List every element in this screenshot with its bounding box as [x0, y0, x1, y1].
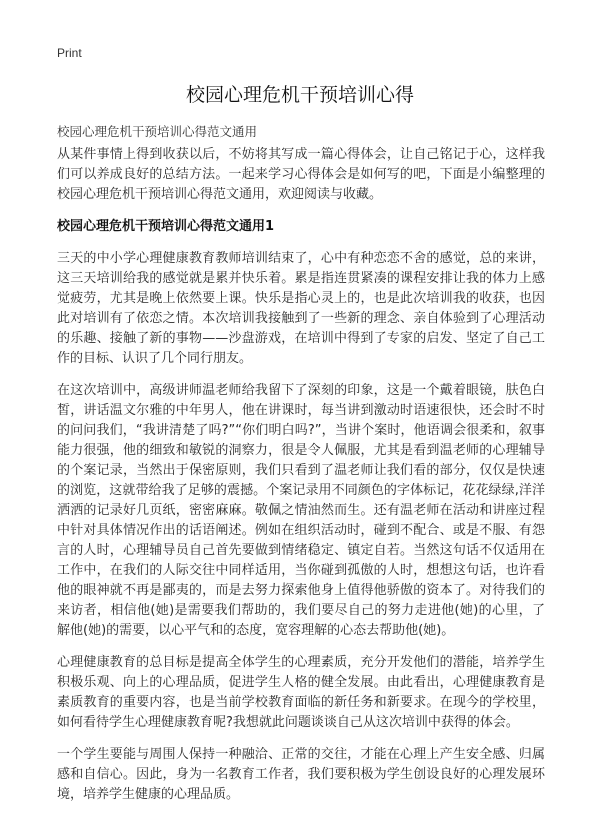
document-body	[57, 145, 545, 817]
section-heading: 校园心理危机干预培训心得范文通用1	[57, 219, 275, 234]
intro-paragraph: 从某件事情上得到收获以后，不妨将其写成一篇心得体会，让自己铭记于心，这样我们可以养成良好的总结方法。一起来学习心得体会是如何写的吧，下面是小编整理的校园心理危机干预培训心得范文通用，欢迎阅读与收藏。	[57, 147, 545, 202]
document-subtitle: 校园心理危机干预培训心得范文通用	[57, 124, 258, 139]
body-paragraph-2: 在这次培训中，高级讲师温老师给我留下了深刻的印象，这是一个戴着眼镜，肤色白皙，讲话温文尔雅的中年男人，他在讲课时，每当讲到激动时语速很快，还会时不时的问问我们，“我讲清楚了吗?”“你们明白吗?”，当讲个案时，他语调会很柔和，叙事能力很强，他的细致和敏锐的洞察力，很是令人佩服，尤其是看到温老师的心理辅导的个案记录，当然出于保密原则，我们只看到了温老师让我们看的部分，仅仅是快速的浏览，这就带给我了足够的震撼。个案记录用不同颜色的字体标记，花花绿绿,洋洋洒洒的记录好几页纸，密密麻麻。敬佩之情油然而生。还有温老师在活动和讲座过程中针对具体情况作出的话语阐述。例如在组织活动时，碰到不配合、或是不服、有怨言的人时，心理辅导员自己首先要做到情绪稳定、镇定自若。当然这句话不仅适用在工作中，在我们的人际交往中同样适用，当你碰到孤傲的人时，想想这句话，也许看他的眼神就不再是鄙夷的，而是去努力探索他身上值得他骄傲的资本了。对待我们的来访者，相信他(她)是需要我们帮助的，我们要尽自己的努力走进他(她)的心里，了解他(她)的需要，以心平气和的态度，宽容理解的心态去帮助他(她)。	[57, 383, 545, 638]
print-link[interactable]: Print	[57, 46, 82, 60]
page-title: 校园心理危机干预培训心得	[185, 84, 414, 106]
body-paragraph-4: 一个学生要能与周围人保持一种融洽、正常的交往，才能在心理上产生安全感、归属感和自信心。因此，身为一名教育工作者，我们要积极为学生创设良好的心理发展环境，培养学生健康的心理品质。	[57, 747, 545, 802]
body-paragraph-3: 心理健康教育的总目标是提高全体学生的心理素质，充分开发他们的潜能，培养学生积极乐观、向上的心理品质，促进学生人格的健全发展。由此看出，心理健康教育是素质教育的重要内容，也是当前学校教育面临的新任务和新要求。在现今的学校里，如何看待学生心理健康教育呢?我想就此问题谈谈自己从这次培训中获得的体会。	[57, 655, 545, 730]
body-paragraph-1: 三天的中小学心理健康教育教师培训结束了，心中有种恋恋不舍的感觉，总的来讲，这三天培训给我的感觉就是累并快乐着。累是指连贯紧凑的课程安排让我的体力上感觉疲劳，尤其是晚上依然要上课。快乐是指心灵上的，也是此次培训我的收获，也因此对培训有了依恋之情。本次培训我接触到了一些新的理念、亲自体验到了心理活动的乐趣、接触了新的事物——沙盘游戏，在培训中得到了专家的启发、坚定了自己工作的目标、认识了几个同行朋友。	[57, 251, 545, 366]
